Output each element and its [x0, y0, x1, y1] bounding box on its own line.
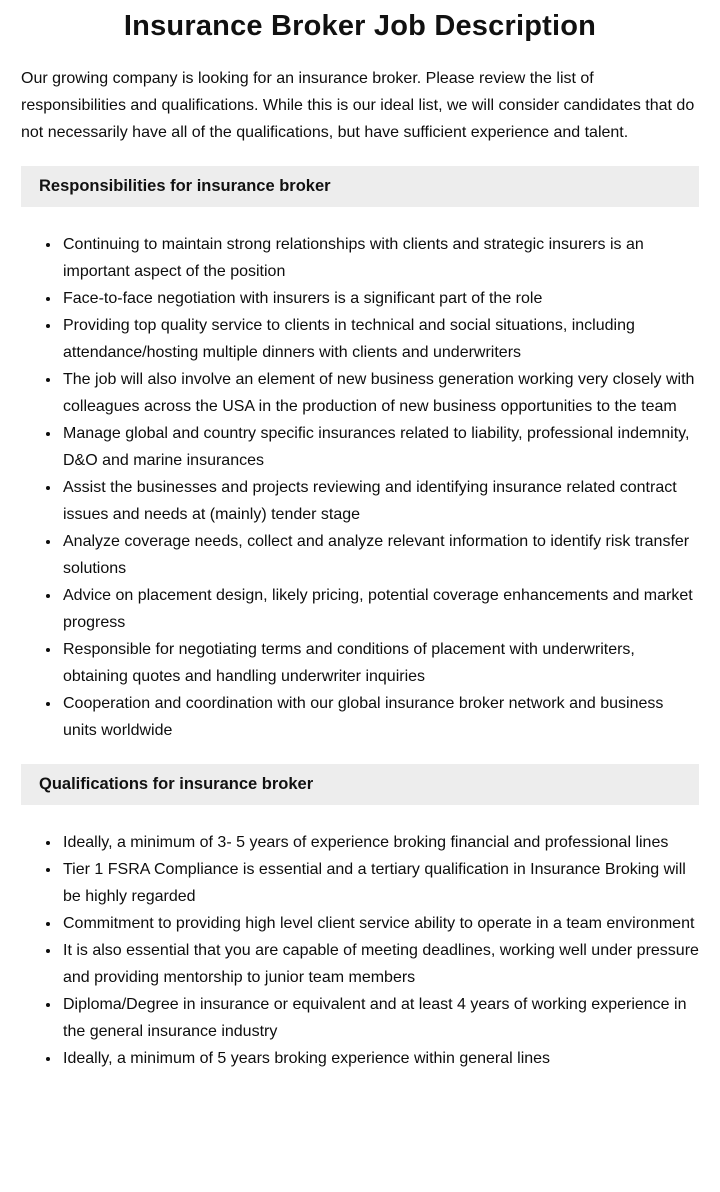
intro-paragraph: Our growing company is looking for an insurance broker. Please review the list of responsibilities and qualifications. While this is our ideal list, we will consider candidates that do not necessarily have all of the qualifications, but have sufficient experience and talent.	[21, 70, 695, 141]
qualifications-section	[21, 764, 699, 1072]
bullet-item: • Providing top quality service to clients in technical and social situations, including attendance/hosting multiple dinners with clients and underwriters	[61, 312, 699, 366]
bullet-item: • Diploma/Degree in insurance or equivalent and at least 4 years of working experience in the general insurance industry	[61, 991, 699, 1045]
bullet-item: • Advice on placement design, likely pricing, potential coverage enhancements and market progress	[61, 582, 699, 636]
responsibilities-section-header: Responsibilities for insurance broker	[21, 166, 699, 207]
page-title: Insurance Broker Job Description	[123, 10, 597, 42]
bullet-item: • Assist the businesses and projects reviewing and identifying insurance related contract issues and needs at (mainly) tender stage	[61, 474, 699, 528]
bullet-item: • Manage global and country specific insurances related to liability, professional indemnity, D&O and marine insurances	[61, 420, 699, 474]
bullet-item: • The job will also involve an element of new business generation working very closely with colleagues across the USA in the production of new business opportunities to the team	[61, 366, 699, 420]
bullet-item: • Cooperation and coordination with our global insurance broker network and business units worldwide	[61, 690, 699, 744]
responsibilities-bullet-list	[21, 217, 699, 744]
bullet-item: • It is also essential that you are capable of meeting deadlines, working well under pressure and providing mentorship to junior team members	[61, 937, 699, 991]
bullet-item: • Continuing to maintain strong relationships with clients and strategic insurers is an important aspect of the position	[61, 231, 699, 285]
qualifications-section-header: Qualifications for insurance broker	[21, 764, 699, 805]
bullet-item: • Face-to-face negotiation with insurers is a significant part of the role	[61, 285, 699, 312]
bullet-item: • Ideally, a minimum of 3- 5 years of experience broking financial and professional lines	[61, 829, 699, 856]
responsibilities-section	[21, 166, 699, 744]
bullet-item: • Ideally, a minimum of 5 years broking experience within general lines	[61, 1045, 699, 1072]
bullet-item: • Responsible for negotiating terms and conditions of placement with underwriters, obtaining quotes and handling underwriter inquiries	[61, 636, 699, 690]
bullet-item: • Commitment to providing high level client service ability to operate in a team environment	[61, 910, 699, 937]
qualifications-bullet-list	[21, 815, 699, 1072]
bullet-item: • Tier 1 FSRA Compliance is essential and a tertiary qualification in Insurance Broking will be highly regarded	[61, 856, 699, 910]
bullet-item: • Analyze coverage needs, collect and analyze relevant information to identify risk transfer solutions	[61, 528, 699, 582]
